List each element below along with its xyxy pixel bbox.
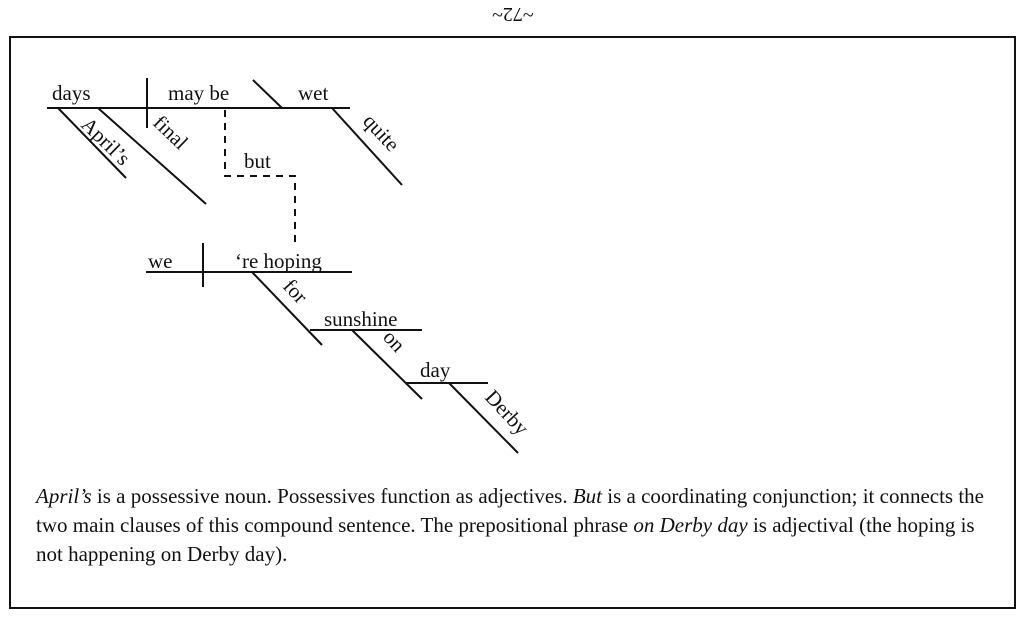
caption-text-2: is a coordinating conjunction; it connects the two main clauses of this compound sentence. The prepositional phrase <box>36 484 985 537</box>
word-on: on <box>378 325 411 357</box>
caption-but: But <box>572 484 603 508</box>
word-final: final <box>148 110 193 155</box>
caption-text-3: is adjectival (the hoping is not happening on Derby day). <box>36 513 975 566</box>
word-may-be: may be <box>168 81 230 105</box>
word-derby: Derby <box>480 385 534 440</box>
predicate-adjective-slant <box>253 80 282 108</box>
explanation-caption <box>36 482 996 569</box>
word-quite: quite <box>358 109 405 157</box>
word-re-hoping: ‘re hoping <box>235 249 322 273</box>
word-days: days <box>52 81 91 105</box>
word-wet: wet <box>298 81 329 105</box>
word-we: we <box>148 249 173 273</box>
caption-on-derby-day: on Derby day <box>633 513 748 537</box>
word-day: day <box>420 358 451 382</box>
word-but: but <box>244 149 271 173</box>
caption-aprils: April’s <box>36 484 92 508</box>
word-aprils: April’s <box>76 112 136 171</box>
word-sunshine: sunshine <box>324 307 398 331</box>
word-for: for <box>278 274 313 309</box>
conjunction-connector <box>225 110 295 246</box>
page-number-text: ~72~ <box>492 3 534 25</box>
caption-text-1: is a possessive noun. Possessives function as adjectives. <box>91 484 573 508</box>
